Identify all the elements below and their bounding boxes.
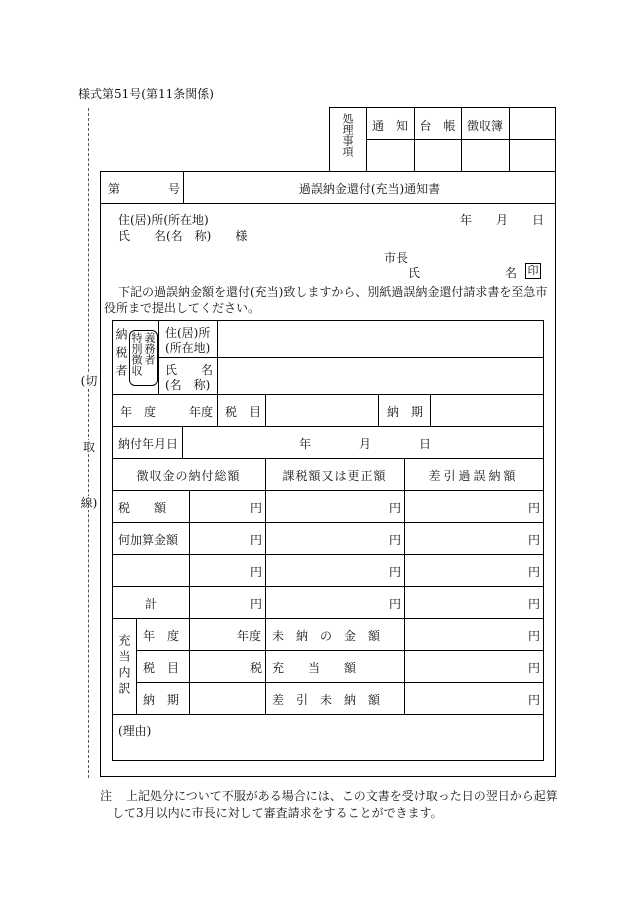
- document-title: 過誤納金還付(充当)通知書: [298, 182, 441, 196]
- special-label-1: 特別徴収: [130, 332, 143, 376]
- proc-col-notice: 通 知: [371, 119, 408, 133]
- payer-label: 納税者: [114, 328, 128, 382]
- reason-label: (理由): [118, 724, 152, 738]
- alloc-unpaid-label: 未 納 の 金 額: [272, 629, 381, 643]
- processing-label: 処理事項: [341, 113, 354, 157]
- payer-name-label-1: 氏 名: [165, 363, 214, 377]
- yen-mark: 円: [528, 597, 541, 611]
- yen-mark: 円: [250, 597, 263, 611]
- yen-mark: 円: [528, 501, 541, 515]
- payer-name-label-2: (名 称): [165, 378, 211, 392]
- proc-col-collection: 徴収簿: [466, 119, 503, 133]
- yen-mark: 円: [389, 565, 402, 579]
- row-label-addition: 何加算金額: [118, 533, 179, 547]
- alloc-year-unit: 年度: [237, 629, 262, 643]
- col-header-total-paid: 徴収金の納付総額: [136, 469, 241, 483]
- alloc-period-label: 納 期: [143, 693, 180, 707]
- alloc-tax-unit: 税: [250, 661, 263, 675]
- note-line2: して3月以内に市長に対して審査請求をすることができます。: [112, 806, 443, 820]
- alloc-tax-label: 税 目: [143, 661, 180, 675]
- cut-label-mid: 取: [80, 440, 98, 454]
- mayor-name-label-2: 名: [505, 266, 518, 280]
- payer-address-label-2: (所在地): [165, 341, 211, 355]
- allocation-label: 充当内訳: [117, 634, 131, 698]
- body-text-line1: 下記の過誤納金額を還付(充当)致しますから、別紙過誤納金還付請求書を至急市: [118, 285, 548, 299]
- form-number: 様式第51号(第11条関係): [78, 87, 214, 101]
- special-label-2: 義務者: [143, 332, 156, 365]
- yen-mark: 円: [528, 629, 541, 643]
- yen-mark: 円: [250, 501, 263, 515]
- name-label: 氏 名(名 称) 様: [118, 229, 248, 243]
- cut-label-open: (切: [80, 374, 98, 388]
- cut-label-close: 線): [80, 496, 98, 510]
- col-header-assessed: 課税額又は更正額: [282, 469, 387, 483]
- paid-date-label: 納付年月日: [118, 437, 179, 451]
- alloc-year-label: 年 度: [143, 629, 180, 643]
- header-go: 号: [168, 182, 181, 196]
- year-label: 年 度: [120, 405, 157, 419]
- yen-mark: 円: [528, 533, 541, 547]
- year-unit: 年度: [189, 405, 214, 419]
- note-line1: 上記処分について不服がある場合には、この文書を受け取った日の翌日から起算: [126, 789, 558, 803]
- yen-mark: 円: [389, 501, 402, 515]
- yen-mark: 円: [528, 565, 541, 579]
- row-label-total: 計: [145, 597, 158, 611]
- yen-mark: 円: [528, 693, 541, 707]
- yen-mark: 円: [389, 597, 402, 611]
- yen-mark: 円: [250, 565, 263, 579]
- proc-col-ledger: 台 帳: [419, 119, 456, 133]
- payer-address-label-1: 住(居)所: [165, 326, 211, 340]
- issue-date: 年 月 日: [460, 213, 545, 227]
- tax-item-label: 税 目: [225, 405, 262, 419]
- row-label-tax: 税 額: [118, 501, 167, 515]
- col-header-overpaid: 差引過誤納額: [428, 469, 519, 483]
- yen-mark: 円: [528, 661, 541, 675]
- alloc-applied-label: 充 当 額: [272, 661, 357, 675]
- body-text-line2: 役所まで提出してください。: [104, 301, 261, 315]
- mayor-name-label-1: 氏: [408, 266, 421, 280]
- yen-mark: 円: [250, 533, 263, 547]
- address-label: 住(居)所(所在地): [118, 213, 209, 227]
- seal-mark: 印: [525, 263, 541, 279]
- period-label: 納 期: [387, 405, 424, 419]
- header-dai: 第: [108, 182, 121, 196]
- mayor-label: 市長: [384, 251, 409, 265]
- alloc-balance-label: 差 引 未 納 額: [272, 693, 381, 707]
- note-label: 注: [100, 789, 113, 803]
- paid-date-value: 年 月 日: [299, 437, 432, 451]
- yen-mark: 円: [389, 533, 402, 547]
